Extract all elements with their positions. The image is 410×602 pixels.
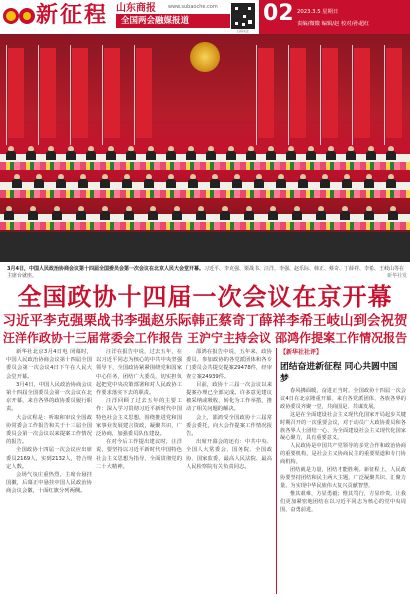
front-audience — [0, 232, 410, 262]
commentary-title: 团结奋进新征程 同心共圆中国梦 — [280, 362, 398, 384]
seated-delegate — [276, 174, 286, 188]
article-paragraph: 在对今后工作提出建议时，汪洋说，要坚持以习近平新时代中国特色社会主义思想为指导，全面贯彻党的二十大精神。 — [96, 439, 182, 470]
qr-code-icon[interactable] — [231, 3, 255, 29]
plenary-photo — [0, 34, 410, 262]
flower-border — [0, 190, 410, 198]
seated-delegate — [56, 174, 66, 188]
subheadline-2: 汪洋作政协十三届常委会工作报告 王沪宁主持会议 邵鸿作提案工作情况报告 — [2, 331, 408, 345]
red-flag — [386, 48, 402, 138]
red-flag — [136, 48, 152, 138]
subheadline-1: 习近平李克强栗战书李强赵乐际韩正蔡奇丁薛祥李希王岐山到会祝贺 — [2, 313, 408, 329]
article-paragraph: 出席开幕会的还有：中共中央、全国人大常委会、国务院、全国政协、国家监委、最高人民法院、最高人民检察院有关负责同志。 — [186, 439, 272, 470]
article-column-3 — [186, 348, 272, 471]
article-paragraph: 会上，邵鸿受全国政协十三届常委会委托，向大会作提案工作情况报告。 — [186, 414, 272, 438]
commentary-paragraph: 惟其艰难，方显勇毅；惟其笃行，方显珍贵。让我们更加紧密地团结在以习近平同志为核心的党中央周围，奋勇前进。 — [280, 490, 406, 513]
seated-delegate — [76, 206, 86, 220]
seated-delegate — [122, 174, 132, 188]
party-emblem-icon — [2, 2, 36, 30]
seated-delegate — [286, 146, 296, 160]
seated-delegate — [12, 174, 22, 188]
seated-delegate — [172, 206, 182, 220]
main-headline: 全国政协十四届一次会议在京开幕 — [17, 283, 393, 311]
seated-delegate — [386, 146, 396, 160]
seated-delegate — [266, 146, 276, 160]
seated-delegate — [244, 206, 254, 220]
seated-delegate — [364, 174, 374, 188]
photo-credit: 新华社发 — [386, 273, 407, 279]
article-paragraph: 汪洋回顾了过去五年的主要工作：深入学习贯彻习近平新时代中国特色社会主义思想，围绕推进党和国家事业发展建言资政，凝聚共识，广泛协商，加强委员队伍建设。 — [96, 398, 182, 438]
seated-delegate — [100, 206, 110, 220]
seated-delegate — [188, 174, 198, 188]
seated-delegate — [166, 174, 176, 188]
article-column-1 — [6, 348, 92, 496]
editor-line: 责编/微微 编辑/赵 校对/孙超红 — [297, 21, 370, 27]
qr-caption: 扫码关注 — [236, 29, 249, 33]
seated-delegate — [186, 146, 196, 160]
seated-delegate — [298, 174, 308, 188]
seated-delegate — [220, 206, 230, 220]
red-flag — [290, 48, 306, 138]
flower-border — [0, 222, 410, 230]
seated-delegate — [210, 174, 220, 188]
website-url[interactable]: www.subaoche.com — [168, 4, 218, 10]
seated-delegate — [386, 174, 396, 188]
masthead — [0, 0, 410, 34]
section-banner: 全国两会融媒报道 — [116, 14, 230, 28]
seated-delegate — [106, 146, 116, 160]
seated-delegate — [144, 174, 154, 188]
commentary-paragraph: 这是在全面建设社会主义现代化国家开局起步关键时期召开的一次重要会议，对于动员广大政协委员和各族各界人士团结一心、为全面建设社会主义现代化国家凝心聚力，具有重要意义。 — [280, 411, 406, 442]
commentary-paragraph: 人民政协是中国共产党领导的多党合作和政治协商的重要机构，是社会主义协商民主的重要渠道和专门协商机构。 — [280, 443, 406, 466]
red-flag — [104, 48, 120, 138]
article-paragraph: 大会议程是：听取和审议全国政协常委会工作报告和关于十三届全国委员会第一次会议以来提案工作情况的报告。 — [6, 414, 92, 446]
paper-name: 新征程 — [36, 2, 109, 28]
column-divider — [276, 348, 277, 594]
commentary-body — [280, 388, 406, 515]
seated-delegate — [66, 146, 76, 160]
seated-delegate — [124, 206, 134, 220]
article-paragraph: 3月4日，中国人民政治协商会议第十四届全国委员会第一次会议在北京开幕，来自各界的政协委员履行职责。 — [6, 381, 92, 413]
commentary-paragraph: 春风拂面暖，奋进正当时。全国政协十四届一次会议4日在北京隆重开幕。来自各党派团体、各族各界的政协委员齐聚一堂，共商国是、共谋发展。 — [280, 388, 406, 410]
seated-delegate — [52, 206, 62, 220]
red-flag — [322, 48, 338, 138]
seated-delegate — [320, 174, 330, 188]
caption-lead: 3月4日，中国人民政治协商会议第十四届全国委员会第一次会议在北京人民大会堂开幕。 — [7, 266, 204, 272]
seated-delegate — [46, 146, 56, 160]
red-flag — [40, 48, 56, 138]
seated-delegate — [292, 206, 302, 220]
article-paragraph: 目前，政协十三届一次会议以来提案办理已全部完成。许多意见建议被采纳或吸收，转化为工作举措，推动了相关问题的解决。 — [186, 381, 272, 413]
issue-box — [259, 0, 410, 34]
seated-delegate — [364, 206, 374, 220]
issue-number: 02 — [263, 1, 294, 26]
seated-delegate — [86, 146, 96, 160]
supplement-block — [116, 3, 230, 28]
seated-delegate — [326, 146, 336, 160]
seated-delegate — [4, 206, 14, 220]
red-flag — [72, 48, 88, 138]
article-column-2 — [96, 348, 182, 471]
seated-delegate — [166, 146, 176, 160]
commentary-paragraph: 团结就是力量，团结才能胜利。新征程上，人民政协要坚持团结和民主两大主题，广泛凝聚共识、汇聚力量，为实现中华民族伟大复兴贡献智慧。 — [280, 467, 406, 489]
red-flag — [8, 48, 24, 138]
seated-delegate — [340, 206, 350, 220]
red-flag — [354, 48, 370, 138]
seated-delegate — [34, 174, 44, 188]
seated-delegate — [206, 146, 216, 160]
commentary-label: 【新华社社评】 — [280, 349, 323, 356]
issue-date: 2023.3.5 星期日 — [297, 9, 339, 15]
red-flag — [258, 48, 274, 138]
article-paragraph: 会场气氛庄重热烈，主席台悬挂国徽，后幕正中悬挂中国人民政治协商会议会徽，十面红旗分列两侧。 — [6, 472, 92, 495]
seated-delegate — [366, 146, 376, 160]
seated-delegate — [126, 146, 136, 160]
seated-delegate — [346, 146, 356, 160]
seated-delegate — [196, 206, 206, 220]
seated-delegate — [26, 146, 36, 160]
seated-delegate — [246, 146, 256, 160]
cppcc-emblem-icon — [190, 42, 220, 72]
article-paragraph: 新华社北京3月4日电 闭幕时，中国人民政治协商会议第十四届全国委员会第一次会议4日下午在人民大会堂开幕。 — [6, 349, 92, 380]
seated-delegate — [28, 206, 38, 220]
caption-body: 习近平、李克强、栗战书、汪洋、李强、赵乐际、韩正、蔡奇、丁薛祥、李希、王岐山等在主席台就座。 — [7, 266, 404, 279]
seated-delegate — [148, 206, 158, 220]
seated-delegate — [6, 146, 16, 160]
seated-delegate — [146, 146, 156, 160]
article-paragraph: 全国政协十四届一次会议应出席委员2169人，实到2132人，符合规定人数。 — [6, 447, 92, 470]
article-paragraph: 汪洋在报告中说，过去五年，在以习近平同志为核心的中共中央坚强领导下，全国政协紧紧围绕党和国家中心任务，团结广大委员，切实担负起把党中央决策部署和对人民政协工作要求落实下去的职责。 — [96, 349, 182, 397]
seated-delegate — [316, 206, 326, 220]
seated-delegate — [254, 174, 264, 188]
seated-delegate — [388, 206, 398, 220]
seated-delegate — [78, 174, 88, 188]
photo-caption — [7, 266, 407, 280]
seated-delegate — [342, 174, 352, 188]
flower-border — [0, 162, 410, 170]
commentary-box — [280, 348, 406, 594]
seated-delegate — [232, 174, 242, 188]
seated-delegate — [268, 206, 278, 220]
seated-delegate — [306, 146, 316, 160]
supplement-name: 山东商报 — [116, 3, 156, 14]
seated-delegate — [100, 174, 110, 188]
article-paragraph: 邵鸿在报告中说，五年来，政协委员、参加政协的各党派团体和各专门委员会共提交提案29478件，经审查立案24939件。 — [186, 349, 272, 380]
seated-delegate — [226, 146, 236, 160]
